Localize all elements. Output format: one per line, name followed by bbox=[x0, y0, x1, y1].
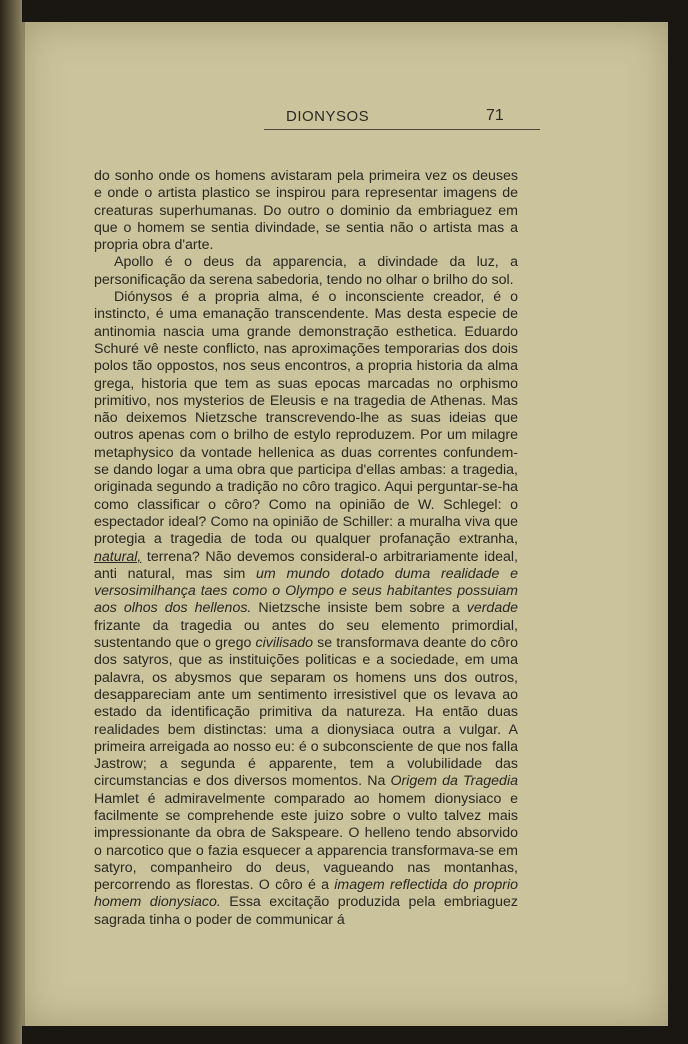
running-title: DIONYSOS bbox=[286, 108, 370, 125]
paragraph-3-text-5: se transformava deante do côro dos satyros, que as instituições politicas e a sociedade, em uma palavra, os abysmos que separam os homens uns dos outros, desappareciam ante um sentimento irresistivel que os levava ao estado da identificação primitiva da natureza. Ha então duas realidades bem distinctas: uma a dionysiaca outra a vulgar. A primeira arreigada ao nosso eu: é o subconsciente de que nos falla Jastrow; a segunda é apparente, tem a volubilidade das circumstancias e dos diversos momentos. Na bbox=[94, 635, 518, 790]
paragraph-2: Apollo é o deus da apparencia, a divindade da luz, a personificação da serena sabedoria, tendo no olhar o brilho do sol. bbox=[94, 254, 518, 288]
emphasis-verdade: verdade bbox=[466, 600, 518, 617]
emphasis-imagem-reflectida: imagem reflectida do proprio homem dionysiaco. bbox=[94, 877, 519, 911]
emphasis-origem-da-tragedia: Origem da Tragedia bbox=[390, 773, 518, 790]
paragraph-3-text-7: Essa excitação produzida pela embriaguez sagrada tinha o poder de communicar á bbox=[94, 894, 518, 928]
running-header bbox=[264, 107, 540, 130]
paragraph-3-text-3: Nietzsche insiste bem sobre a bbox=[251, 600, 467, 617]
emphasis-mundo-dotado: um mundo dotado duma realidade e versosimilhança taes como o Olympo e seus habitantes possuiam aos olhos dos hellenos. bbox=[94, 565, 518, 617]
page-number: 71 bbox=[486, 107, 504, 124]
emphasis-civilisado: civilisado bbox=[255, 635, 314, 652]
paragraph-3-text-6: Hamlet é admiravelmente comparado ao homem dionysiaco e facilmente se comprehende este juizo sobre o vulto talvez mais impressionante da obra de Sakspeare. O helleno tendo absorvido o narcotico que o fazia esquecer a apparencia transformava-se em satyro, companheiro do deus, vagueando nas montanhas, percorrendo as florestas. O côro é a bbox=[94, 790, 518, 894]
page-crease bbox=[22, 22, 25, 1026]
scan-background-edge bbox=[0, 0, 22, 1044]
paragraph-3-text-1: Diónysos é a propria alma, é o inconsciente creador, é o instincto, é uma emanação transcendente. Mas desta especie de antinomia nascia uma grande demonstração esthetica. Eduardo Schuré vê neste conflicto, nas aproximações temporarias dos dois polos tão oppostos, nos seus encontros, a propria historia da alma grega, historia que tem as suas epocas marcadas no orphismo primitivo, nos mysterios de Eleusis e na tragedia de Athenas. Mas não deixemos Nietzsche transcrevendo-lhe as suas ideias que outros apenas com o brilho de estylo reproduzem. Por um milagre metaphysico da vontade hellenica as duas correntes confundem-se dando logar a uma obra que participa d'ellas ambas: a tragedia, originada segundo a tradição no côro tragico. Aqui perguntar-se-ha como classificar o côro? Como na opinião de W. Schlegel: o espectador ideal? Como na opinião de Schiller: a muralha viva que protegia a tragedia de toda ou qualquer profanação extranha, bbox=[94, 289, 518, 548]
paragraph-3 bbox=[94, 289, 518, 929]
paragraph-1: do sonho onde os homens avistaram pela primeira vez os deuses e onde o artista plastico se inspirou para representar imagens de creaturas superhumanas. Do outro o dominio da embriaguez em que o homem se sentia divindade, se sentia não o artista mas a propria obra d'arte. bbox=[94, 168, 518, 254]
body-text bbox=[94, 168, 518, 929]
paragraph-3-text-2: terrena? Não devemos consideral-o arbitrariamente ideal, anti natural, mas sim bbox=[94, 548, 518, 582]
paragraph-3-text-4: frizante da tragedia ou antes do seu elemento primordial, sustentando que o grego bbox=[94, 617, 518, 652]
emphasis-natural: natural, bbox=[94, 548, 142, 565]
